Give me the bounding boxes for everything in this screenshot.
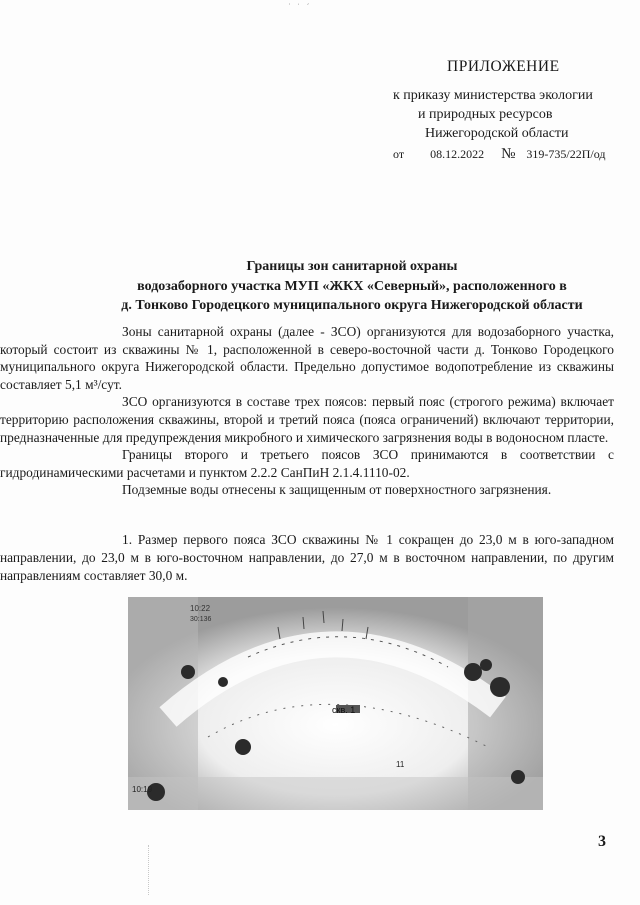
appendix-date-line [393,146,606,163]
photo-label-bottom: 11 [396,760,405,769]
paragraph-zso-belts: ЗСО организуются в составе трех поясов: первый пояс (строгого режима) включает территорию расположения скважины, второй и третий пояса (пояса ограничений) включают территории, предназначенные для предупреждения микробного и химического загрязнения воды в водоносном пласте. [0,394,614,445]
appendix-title: ПРИЛОЖЕНИЕ [447,58,560,75]
paragraph-zso-intro: Зоны санитарной охраны (далее - ЗСО) организуются для водозаборного участка, который состоит из скважины № 1, расположенной в северо-восточной части д. Тонково Городецкого муниципального округа Нижегородской области. Предельно допустимое водопотребление из скважины составляет 5,1 м³/сут. [0,324,614,392]
aerial-photo [128,597,543,810]
photo-label-top-2: 30:136 [190,616,212,623]
document-heading [0,257,640,316]
heading-line-1: Границы зон санитарной охраны [246,259,458,274]
paragraph-zso-boundaries: Границы второго и третьего поясов ЗСО принимаются в соответствии с гидродинамическими расчетами и пунктом 2.2.2 СанПиН 2.1.4.1110-02. [0,447,614,480]
well-label: скв. 1 [332,705,356,715]
heading-line-3: д. Тонково Городецкого муниципального округа Нижегородской области [121,298,583,313]
paragraph-groundwater: Подземные воды отнесены к защищенным от поверхностного загрязнения. [122,482,552,498]
page-number: 3 [598,833,606,850]
numbered-item [0,531,614,584]
scan-margin-dots [148,845,151,895]
scan-artifact: ˙ ˈ ´ [288,2,312,12]
body-text [0,323,614,499]
appendix-line-1: к приказу министерства экологии [393,88,593,103]
order-date: 08.12.2022 [430,147,485,161]
appendix-line-3: Нижегородской области [425,126,569,141]
aerial-photo-image [128,597,543,810]
photo-label-bottom-left: 10:19 [132,785,153,794]
item-1-first-belt: 1. Размер первого пояса ЗСО скважины № 1 сокращен до 23,0 м в юго-западном направлении, до 23,0 м в юго-восточном направлении, до 27,0 м в восточном направлении, по другим направлениям составляет 30,0 м. [0,532,614,583]
photo-label-top: 10:22 [190,604,211,613]
heading-line-2: водозаборного участка МУП «ЖКХ «Северный», расположенного в [137,278,567,294]
appendix-line-2: и природных ресурсов [418,107,553,122]
from-label: от [393,147,405,161]
order-number: 319-735/22П/од [526,147,606,161]
number-sign: № [501,146,516,162]
